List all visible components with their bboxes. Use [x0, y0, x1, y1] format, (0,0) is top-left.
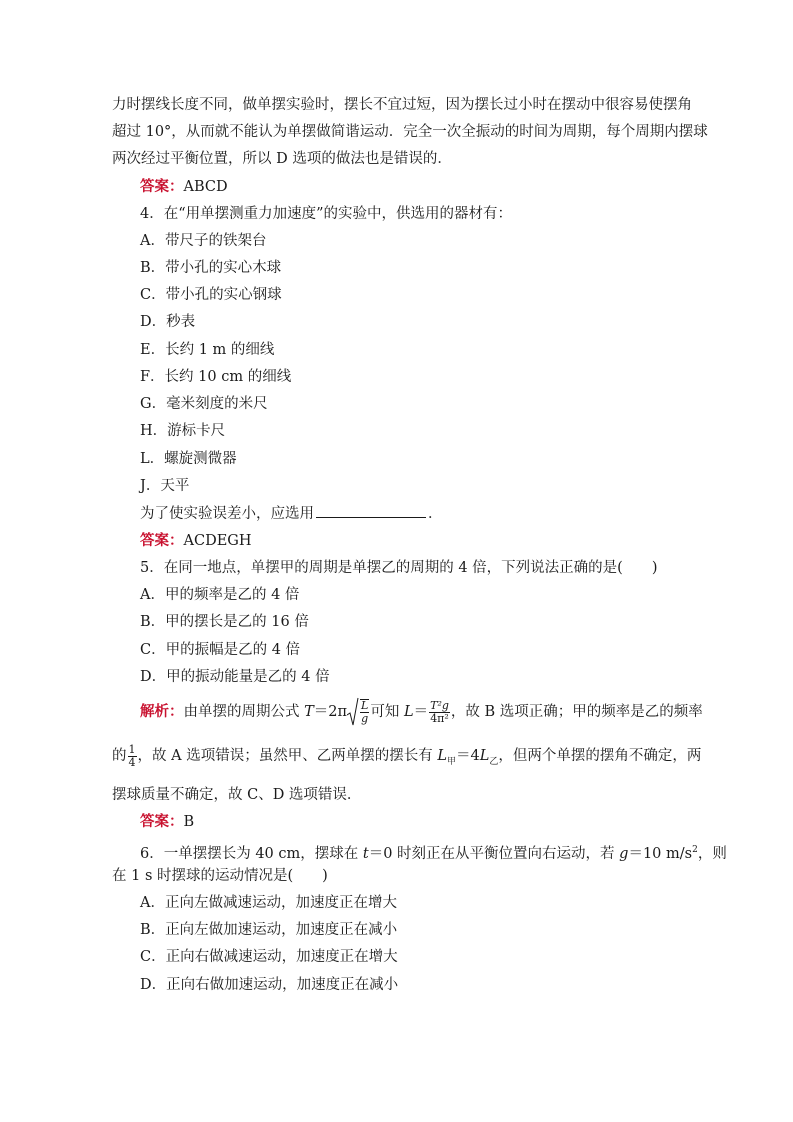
option-item: C．带小孔的实心钢球	[140, 287, 282, 303]
analysis-line: 的 $\frac{1}{4}$ ，故 A 选项错误；虽然甲、乙两单摆的摆长有 $L_甲=4L_乙$，但两个单摆的摆角不确定，两	[112, 742, 702, 769]
square-root: $\frac{L}{g}$	[347, 697, 370, 727]
option-item: D．正向右做加速运动，加速度正在减小	[140, 977, 399, 993]
option-item: D．甲的振动能量是乙的 4 倍	[140, 669, 330, 685]
option-item: A．甲的频率是乙的 4 倍	[140, 587, 300, 603]
answer-label: 答案：	[140, 178, 184, 195]
fraction: $\frac{\text{T²g}}{\text{4π²}}$	[430, 698, 449, 725]
option-item: B．正向左做加速运动，加速度正在减小	[140, 922, 398, 938]
answer-line	[140, 531, 252, 551]
option-item: J．天平	[140, 478, 190, 494]
answer-value: ABCD	[183, 179, 228, 195]
option-item: B．甲的摆长是乙的 16 倍	[140, 614, 309, 630]
question-stem: 5．在同一地点，单摆甲的周期是单摆乙的周期的 4 倍，下列说法正确的是( )	[140, 560, 658, 576]
option-item: F．长约 10 cm 的细线	[140, 369, 292, 385]
fill-in-prompt: 为了使实验误差小，应选用 ．	[140, 503, 443, 524]
question-stem: 4．在“用单摆测重力加速度”的实验中，供选用的器材有：	[140, 206, 513, 222]
option-item: H．游标卡尺	[140, 423, 226, 439]
answer-label: 答案：	[140, 813, 184, 830]
analysis-label: 解析：	[140, 703, 184, 720]
option-item: A．带尺子的铁架台	[140, 233, 267, 249]
option-item: E．长约 1 m 的细线	[140, 342, 275, 358]
question-stem: 6．一单摆摆长为 40 cm，摆球在 t＝0 时刻正在从平衡位置向右运动，若 g＝10 $m/s^2$，则	[140, 845, 727, 862]
option-item: G．毫米刻度的米尺	[140, 396, 268, 412]
analysis-line: 解析：由单摆的周期公式 T＝2π $\frac{L}{g}$ 可知 L＝ $\frac{\text{T²g}}{\text{4π²}}$ ，故 B 选项正确；甲的频率是乙的频率	[140, 698, 703, 725]
answer-line	[140, 812, 194, 832]
paragraph-line: 力时摆线长度不同，做单摆实验时，摆长不宜过短，因为摆长过小时在摆动中很容易使摆角	[112, 97, 692, 113]
paragraph-line: 超过 10°，从而就不能认为单摆做简谐运动．完全一次全振动的时间为周期，每个周期内摆球	[112, 124, 708, 140]
answer-line	[140, 177, 228, 197]
answer-label: 答案：	[140, 532, 184, 549]
option-item: A．正向左做减速运动，加速度正在增大	[140, 895, 397, 911]
option-item: C．甲的振幅是乙的 4 倍	[140, 642, 301, 658]
paragraph-line: 两次经过平衡位置，所以 D 选项的做法也是错误的．	[112, 151, 452, 167]
option-item: C．正向右做减速运动，加速度正在增大	[140, 949, 398, 965]
fraction: $\frac{1}{4}$	[128, 742, 136, 769]
option-item: L．螺旋测微器	[140, 451, 237, 467]
option-item: B．带小孔的实心木球	[140, 260, 282, 276]
analysis-line: 摆球质量不确定，故 C、D 选项错误．	[112, 787, 362, 803]
answer-blank	[316, 503, 426, 518]
answer-value: B	[183, 814, 195, 830]
option-item: D．秒表	[140, 314, 196, 330]
question-stem-continued: 在 1 s 时摆球的运动情况是( )	[112, 868, 328, 884]
answer-value: ACDEGH	[183, 533, 252, 549]
